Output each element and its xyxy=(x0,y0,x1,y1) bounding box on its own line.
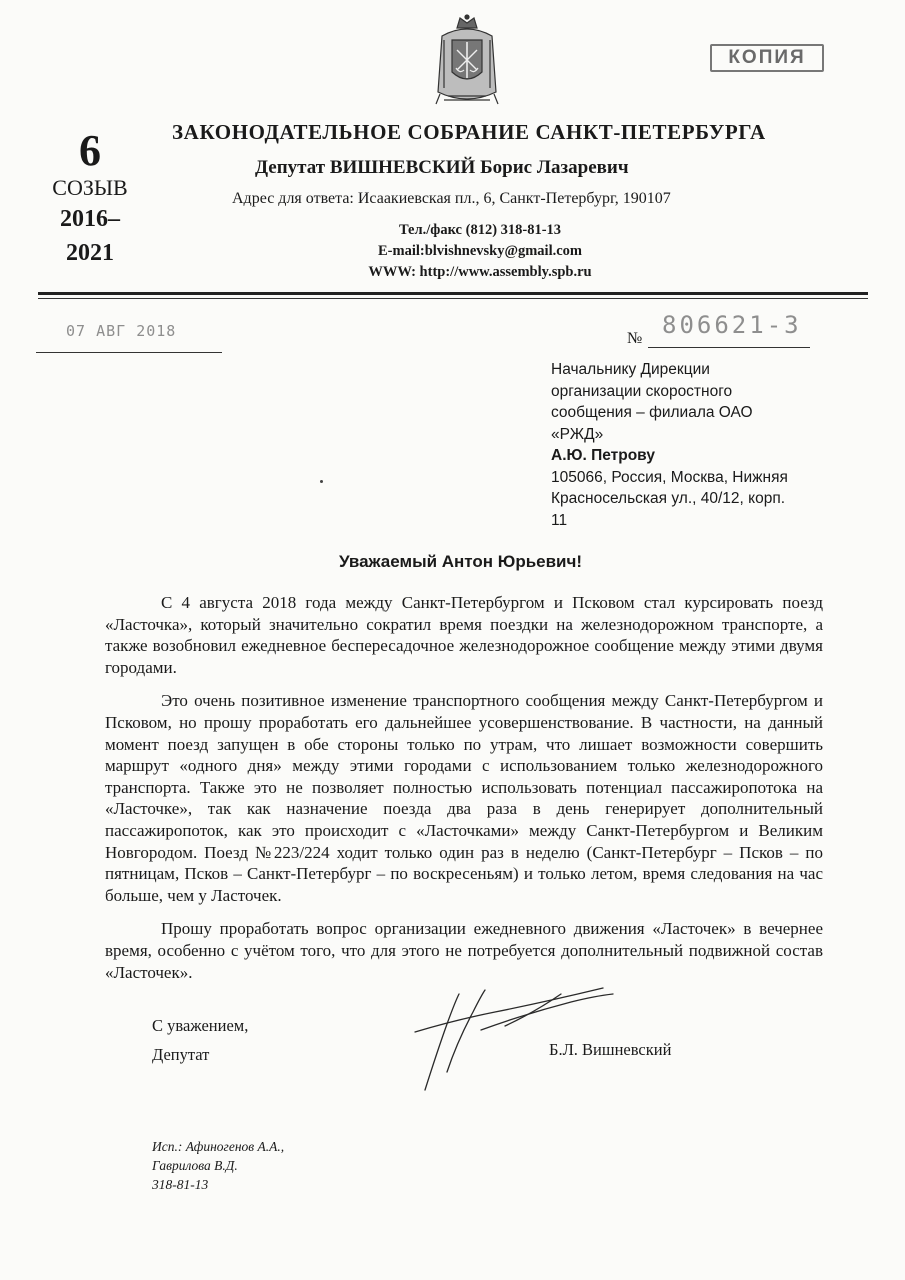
body-paragraph: С 4 августа 2018 года между Санкт-Петербургом и Псковом стал курсировать поезд «Ласточка», который значительно сократил время поездки на железнодорожном транспорте, а также возобновил ежедневное беспересадочное железнодорожное сообщение между этими двумя городами. xyxy=(105,593,823,677)
body-paragraph: Прошу проработать вопрос организации ежедневного движения «Ласточек» в вечернее время, особенно с учётом того, что для этого не потребуется дополнительный подвижной состав «Ласточек». xyxy=(105,919,823,982)
convocation-years-start: 2016– xyxy=(60,206,120,232)
header-divider-thin xyxy=(38,298,868,299)
recipient-block xyxy=(551,359,851,531)
body-paragraph: Это очень позитивное изменение транспортного сообщения между Санкт-Петербургом и Псковом, но прошу проработать его дальнейшее усовершенствование. В частности, на данный момент поезд запущен в обе стороны только по утрам, что лишает возможности совершить маршрут «одного дня» между этими городами с использованием только железнодорожного транспорта. Также это не позволяет полностью использовать потенциал пассажиропотока на «Ласточке», так как назначение поезда два раза в день генерирует дополнительный пассажиропоток, как это происходит с «Ласточками» между Санкт-Петербургом и Великим Новгородом. Поезд №223/224 ходит только один раз в неделю (Санкт-Петербург – Псков – по пятницам, Псков – Санкт-Петербург – по воскресеньям) и только летом, время следования на час больше, чем у Ласточек. xyxy=(105,691,823,905)
recipient-line: Начальнику Дирекции xyxy=(551,361,710,378)
convocation-years-end: 2021 xyxy=(66,240,114,266)
signer-name: Б.Л. Вишневский xyxy=(549,1040,672,1059)
executor-line: Исп.: Афиногенов А.А., xyxy=(152,1139,285,1154)
recipient-name: А.Ю. Петрову xyxy=(551,447,655,464)
letter-body xyxy=(105,592,823,995)
contact-block xyxy=(340,220,620,283)
number-underline xyxy=(648,347,810,348)
coat-of-arms-emblem xyxy=(430,14,504,106)
reply-address: Адрес для ответа: Исаакиевская пл., 6, Санкт-Петербург, 190107 xyxy=(232,190,671,207)
recipient-address-line: 11 xyxy=(551,511,568,529)
number-label: № xyxy=(627,330,643,347)
email-address: E-mail:blvishnevsky@gmail.com xyxy=(377,243,582,259)
recipient-address-line: 105066, Россия, Москва, Нижняя xyxy=(551,468,788,486)
date-underline xyxy=(36,352,222,353)
phone-fax: Тел./факс (812) 318-81-13 xyxy=(398,222,562,238)
convocation-block xyxy=(40,128,140,270)
convocation-word: СОЗЫВ xyxy=(52,175,128,200)
org-title: ЗАКОНОДАТЕЛЬНОЕ СОБРАНИЕ САНКТ-ПЕТЕРБУРГА xyxy=(172,120,766,144)
copy-stamp: КОПИЯ xyxy=(710,44,824,72)
executor-block xyxy=(152,1137,284,1194)
recipient-line: сообщения – филиала ОАО xyxy=(551,404,753,421)
website-address: WWW: http://www.assembly.spb.ru xyxy=(368,264,592,280)
recipient-line: организации скоростного xyxy=(551,382,733,400)
stray-mark xyxy=(320,480,323,483)
executor-line: Гаврилова В.Д. xyxy=(152,1158,238,1173)
deputy-name: Депутат ВИШНЕВСКИЙ Борис Лазаревич xyxy=(255,157,629,178)
header-divider-thick xyxy=(38,292,868,295)
salutation-text: Уважаемый Антон Юрьевич! xyxy=(338,552,583,571)
executor-phone: 318-81-13 xyxy=(152,1177,209,1192)
salutation xyxy=(0,552,905,572)
convocation-number: 6 xyxy=(79,126,101,175)
recipient-address-line: Красносельская ул., 40/12, корп. xyxy=(551,490,786,507)
date-stamp: 07 АВГ 2018 xyxy=(66,322,177,340)
closing-phrase: С уважением, xyxy=(152,1016,249,1035)
registration-number: 806621-3 xyxy=(662,311,802,339)
signer-title: Депутат xyxy=(152,1045,210,1064)
recipient-line: «РЖД» xyxy=(551,425,604,443)
